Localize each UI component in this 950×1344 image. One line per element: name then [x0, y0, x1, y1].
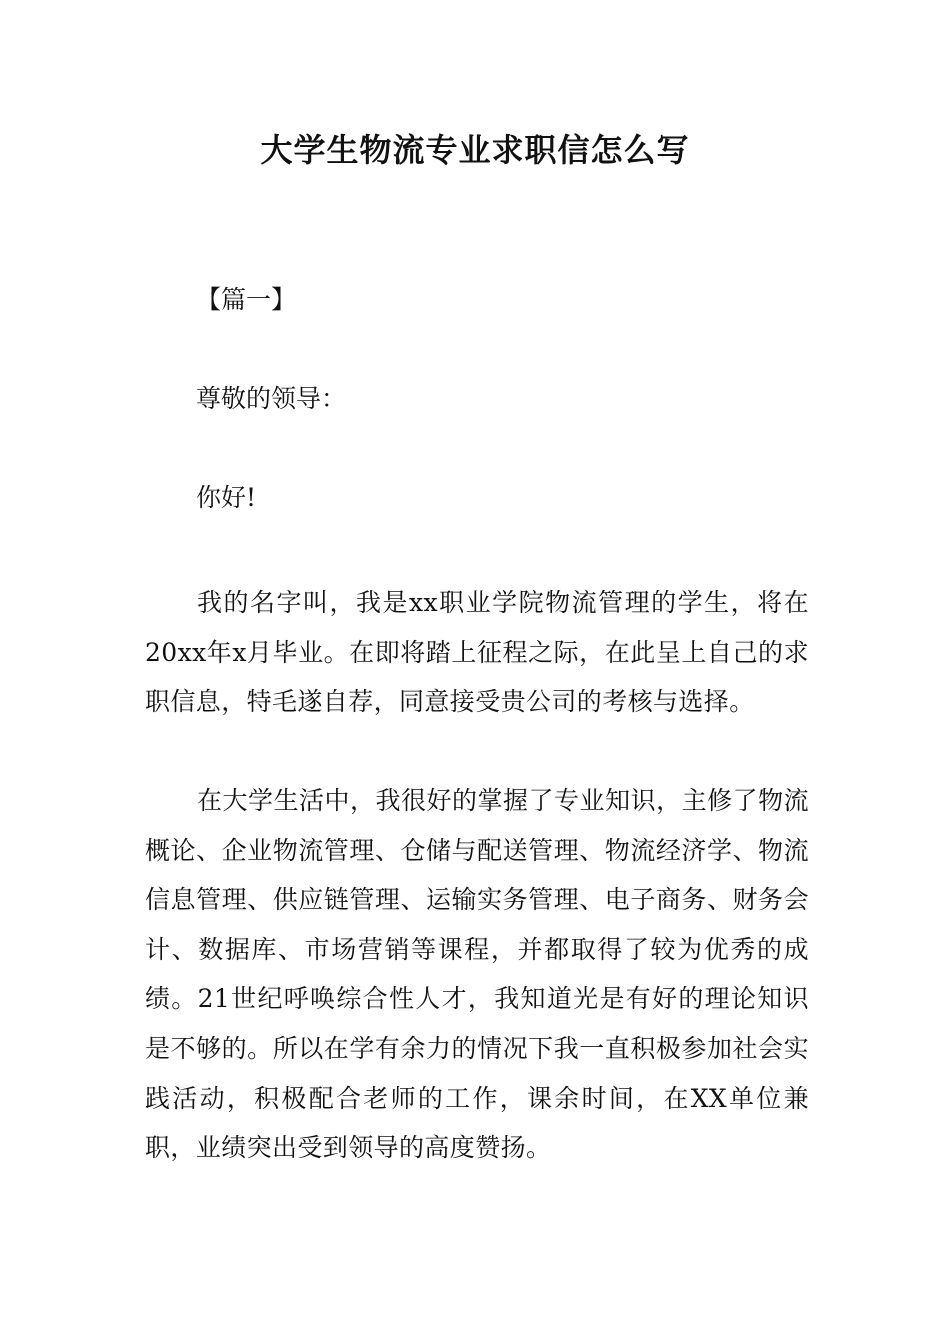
paragraph-study: 在大学生活中，我很好的掌握了专业知识，主修了物流概论、企业物流管理、仓储与配送管理、物流经济学、物流信息管理、供应链管理、运输实务管理、电子商务、财务会计、数据库、市场营销等课程，并都取得了较为优秀的成绩。21世纪呼唤综合性人才，我知道光是有好的理论知识是不够的。所以在学有余力的情况下我一直积极参加社会实践活动，积极配合老师的工作，课余时间，在XX单位兼职，业绩突出受到领导的高度赞扬。: [145, 786, 809, 1163]
salutation: 尊敬的领导：: [196, 384, 347, 413]
section-label: 【篇一】: [196, 285, 297, 314]
paragraph-intro: 我的名字叫，我是xx职业学院物流管理的学生，将在20xx年x月毕业。在即将踏上征程之际，在此呈上自己的求职信息，特毛遂自荐，同意接受贵公司的考核与选择。: [145, 588, 809, 717]
document-title: 大学生物流专业求职信怎么写: [260, 131, 690, 169]
greeting: 你好!: [196, 483, 257, 512]
